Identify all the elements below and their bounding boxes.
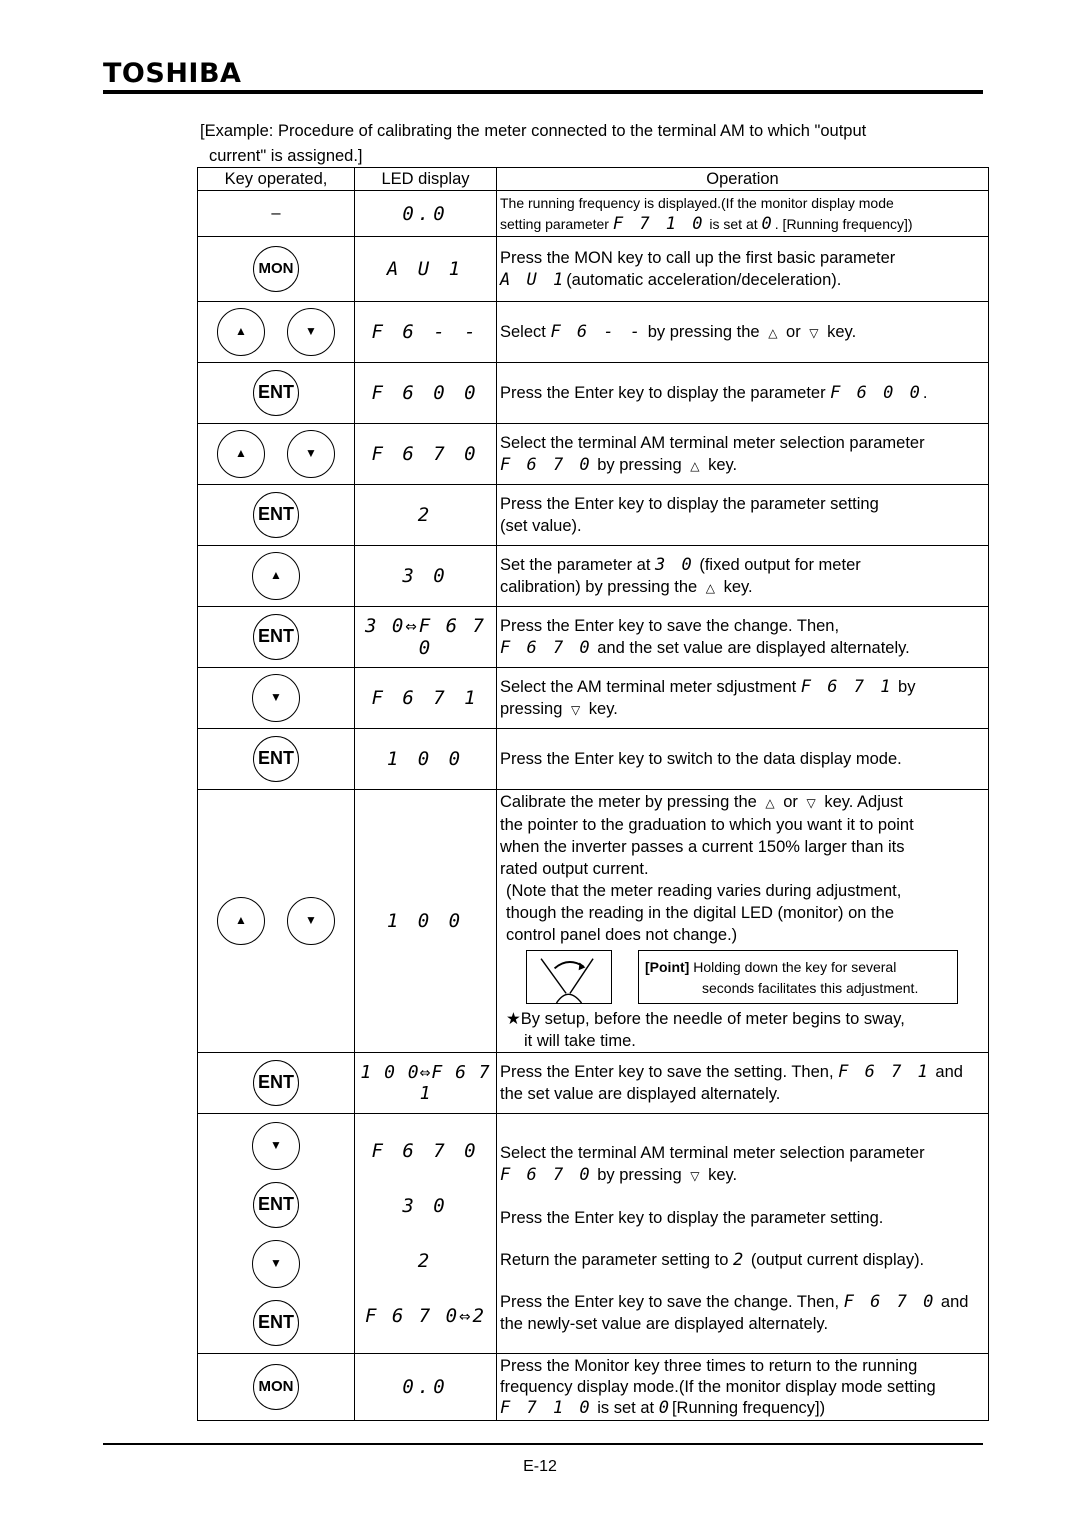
op-text: is set at xyxy=(709,215,758,232)
op-text: setting parameter xyxy=(500,215,609,232)
led-inline: F 6 7 0 xyxy=(843,1292,937,1312)
op-text: by pressing xyxy=(597,455,682,474)
operation-cell xyxy=(497,607,989,668)
led-cell xyxy=(355,546,497,607)
operation-cell xyxy=(497,485,989,546)
op-text: Press the MON key to call up the first basic parameter xyxy=(500,249,896,267)
procedure-table xyxy=(197,167,989,1421)
up-key-button[interactable]: ▲ xyxy=(217,897,265,945)
led-cell xyxy=(355,1354,497,1421)
op-text: frequency display mode.(If the monitor display mode setting xyxy=(500,1377,936,1396)
ent-key-button[interactable]: ENT xyxy=(253,736,299,782)
key-cell xyxy=(198,790,355,1053)
led-inline: F 6 0 0 xyxy=(830,383,923,403)
led-cell xyxy=(355,424,497,485)
page-number: E-12 xyxy=(523,1458,557,1475)
point-text: Holding down the key for several xyxy=(693,958,897,975)
op-text: when the inverter passes a current 150% larger than its xyxy=(500,837,905,856)
led-cell xyxy=(355,1053,497,1114)
key-cell xyxy=(198,546,355,607)
op-text: Press the Enter key to display the parameter setting. xyxy=(500,1209,884,1227)
op-text: rated output current. xyxy=(500,859,649,878)
led-display: 2 xyxy=(417,504,434,526)
down-key-button[interactable]: ▼ xyxy=(252,1122,300,1170)
point-label: [Point] xyxy=(645,958,690,975)
intro-line-1: [Example: Procedure of calibrating the meter connected to the terminal AM to which "output xyxy=(200,122,867,140)
op-text: by xyxy=(898,677,916,696)
key-cell xyxy=(198,302,355,363)
table-row xyxy=(198,1354,989,1421)
ent-key-button[interactable]: ENT xyxy=(253,1300,299,1346)
operation-cell xyxy=(497,1114,989,1354)
up-triangle-icon: △ xyxy=(690,458,700,473)
led-display: 1 0 0⇔F 6 7 1 xyxy=(360,1062,491,1104)
operation-cell xyxy=(497,1053,989,1114)
op-text: (automatic acceleration/deceleration). xyxy=(566,271,842,289)
toshiba-logo: TOSHIBA xyxy=(103,58,242,89)
op-text: key. xyxy=(588,699,618,718)
led-display: 3 0 xyxy=(402,565,449,587)
op-text: (output current display). xyxy=(750,1251,925,1269)
mon-key-button[interactable]: MON xyxy=(253,246,299,292)
table-row xyxy=(198,607,989,668)
up-triangle-icon: △ xyxy=(768,325,778,340)
op-text: Set the parameter at xyxy=(500,555,651,574)
led-display: 1 0 0 xyxy=(386,748,465,770)
down-key-button[interactable]: ▼ xyxy=(287,430,335,478)
op-text: by pressing the xyxy=(647,322,760,341)
led-cell xyxy=(355,790,497,1053)
led-inline: F 6 7 0 xyxy=(500,454,593,475)
table-row xyxy=(198,1053,989,1114)
operation-cell xyxy=(497,191,989,237)
table-row xyxy=(198,1114,989,1354)
op-text: Press the Enter key to switch to the data display mode. xyxy=(500,750,902,768)
op-text: and xyxy=(935,1063,963,1081)
op-text: key. xyxy=(708,455,738,474)
table-row xyxy=(198,485,989,546)
led-inline: 3 0 xyxy=(655,554,695,575)
key-cell xyxy=(198,191,355,237)
op-text: key. xyxy=(708,1166,738,1184)
led-display: 3 0 xyxy=(402,1195,449,1217)
led-cell xyxy=(355,729,497,790)
led-inline: F 6 7 0 xyxy=(500,1165,593,1185)
operation-cell xyxy=(497,729,989,790)
down-triangle-icon: ▽ xyxy=(806,795,816,810)
op-text: (set value). xyxy=(500,517,582,535)
led-inline: A U 1 xyxy=(500,270,567,290)
mon-key-button[interactable]: MON xyxy=(253,1364,299,1410)
operation-cell xyxy=(497,790,989,1053)
op-text: . xyxy=(922,384,928,402)
op-text: the set value are displayed alternately. xyxy=(500,1085,781,1103)
op-text: Select the terminal AM terminal meter selection parameter xyxy=(500,433,925,452)
op-text: [Running frequency]) xyxy=(671,1398,826,1417)
led-inline: 2 xyxy=(732,1250,747,1270)
up-key-button[interactable]: ▲ xyxy=(252,552,300,600)
ent-key-button[interactable]: ENT xyxy=(253,370,299,416)
op-text: control panel does not change.) xyxy=(506,925,738,944)
op-text: the newly-set value are displayed alternately. xyxy=(500,1315,829,1333)
no-key-dash: – xyxy=(271,204,281,222)
operation-cell xyxy=(497,668,989,729)
operation-cell xyxy=(497,237,989,302)
operation-cell xyxy=(497,302,989,363)
key-cell xyxy=(198,1053,355,1114)
led-display: 0.0 xyxy=(402,1376,449,1398)
led-display: 3 0⇔F 6 7 0 xyxy=(365,615,486,659)
operation-cell xyxy=(497,1354,989,1421)
op-text: pressing xyxy=(500,699,563,718)
op-text: calibration) by pressing the xyxy=(500,577,698,596)
key-cell xyxy=(198,1354,355,1421)
op-text: Select xyxy=(500,322,546,341)
operation-cell xyxy=(497,424,989,485)
op-text: Press the Enter key to save the change. Then, xyxy=(500,617,840,635)
down-key-button[interactable]: ▼ xyxy=(252,1240,300,1288)
led-inline: 0 xyxy=(761,213,775,234)
down-triangle-icon: ▽ xyxy=(570,702,581,717)
down-key-button[interactable]: ▼ xyxy=(287,897,335,945)
table-header-row xyxy=(198,168,989,191)
op-text: Select the terminal AM terminal meter selection parameter xyxy=(500,1144,925,1162)
op-text: Press the Enter key to display the parameter setting xyxy=(500,495,879,513)
op-text: key. Adjust xyxy=(824,792,903,811)
operation-cell xyxy=(497,546,989,607)
table-row xyxy=(198,237,989,302)
op-text: Return the parameter setting to xyxy=(500,1251,729,1269)
key-cell xyxy=(198,607,355,668)
led-display: F 6 7 0 xyxy=(371,443,480,465)
op-text: key. xyxy=(723,577,753,596)
led-display: F 6 0 0 xyxy=(371,382,480,404)
op-text: The running frequency is displayed.(If the monitor display mode xyxy=(500,194,894,211)
op-text: Calibrate the meter by pressing the xyxy=(500,792,757,811)
down-triangle-icon: ▽ xyxy=(690,1169,700,1183)
led-display: F 6 7 0⇔2 xyxy=(365,1305,486,1327)
header-led: LED display xyxy=(355,168,497,191)
key-cell xyxy=(198,237,355,302)
table-row xyxy=(198,424,989,485)
footer-rule xyxy=(103,1443,983,1445)
op-text: or xyxy=(786,322,801,341)
led-display: 2 xyxy=(417,1250,434,1272)
header-operation: Operation xyxy=(497,168,989,191)
header-key: Key operated, xyxy=(198,168,355,191)
led-cell xyxy=(355,1114,497,1354)
table-row xyxy=(198,729,989,790)
led-inline: F 6 7 1 xyxy=(838,1062,931,1082)
led-inline: F 6 - - xyxy=(550,321,644,342)
op-text: Press the Enter key to display the parameter xyxy=(500,384,826,402)
table-row xyxy=(198,302,989,363)
table-row xyxy=(198,191,989,237)
key-cell xyxy=(198,729,355,790)
ent-key-button[interactable]: ENT xyxy=(253,614,299,660)
key-cell xyxy=(198,485,355,546)
led-display: F 6 - - xyxy=(371,321,480,343)
table-row xyxy=(198,546,989,607)
op-text: (fixed output for meter xyxy=(699,555,861,574)
op-text: Press the Enter key to save the change. Then, xyxy=(500,1293,840,1311)
key-cell xyxy=(198,1114,355,1354)
setup-note: it will take time. xyxy=(524,1031,636,1050)
intro-text xyxy=(200,119,980,169)
led-inline: F 7 1 0 xyxy=(612,213,706,234)
operation-cell xyxy=(497,363,989,424)
led-inline: 0 xyxy=(658,1397,672,1418)
op-text: Press the Monitor key three times to return to the running xyxy=(500,1356,918,1375)
led-display: F 6 7 1 xyxy=(371,687,480,709)
point-box xyxy=(638,950,958,1004)
up-triangle-icon: △ xyxy=(765,795,775,810)
led-inline: F 6 7 1 xyxy=(800,676,894,697)
header-rule xyxy=(103,90,983,94)
table-row xyxy=(198,790,989,1053)
led-display: A U 1 xyxy=(386,258,465,280)
up-key-button[interactable]: ▲ xyxy=(217,308,265,356)
op-text: and the set value are displayed alternately. xyxy=(597,639,910,657)
key-cell xyxy=(198,424,355,485)
down-key-button[interactable]: ▼ xyxy=(252,674,300,722)
led-display: F 6 7 0 xyxy=(371,1140,480,1162)
key-cell xyxy=(198,363,355,424)
table-row xyxy=(198,668,989,729)
led-inline: F 7 1 0 xyxy=(500,1397,593,1418)
op-text: . [Running frequency]) xyxy=(774,215,913,232)
table-row xyxy=(198,363,989,424)
op-text: though the reading in the digital LED (monitor) on the xyxy=(506,903,894,922)
op-text: the pointer to the graduation to which you want it to point xyxy=(500,815,914,834)
down-triangle-icon: ▽ xyxy=(809,325,819,340)
led-cell xyxy=(355,485,497,546)
led-cell xyxy=(355,302,497,363)
op-text: Press the Enter key to save the setting. Then, xyxy=(500,1063,834,1081)
op-text: (Note that the meter reading varies during adjustment, xyxy=(506,881,902,900)
op-text: or xyxy=(783,792,798,811)
led-cell xyxy=(355,607,497,668)
op-text: Select the AM terminal meter sdjustment xyxy=(500,677,797,696)
ent-key-button[interactable]: ENT xyxy=(253,1060,299,1106)
point-text: seconds facilitates this adjustment. xyxy=(702,979,919,996)
ent-key-button[interactable]: ENT xyxy=(253,492,299,538)
down-key-button[interactable]: ▼ xyxy=(287,308,335,356)
led-cell xyxy=(355,191,497,237)
meter-needle-icon xyxy=(526,950,612,1004)
op-text: key. xyxy=(827,322,857,341)
led-inline: F 6 7 0 xyxy=(500,638,593,658)
op-text: is set at xyxy=(597,1398,655,1417)
setup-note: ★By setup, before the needle of meter begins to sway, xyxy=(506,1009,905,1028)
up-triangle-icon: △ xyxy=(705,580,716,595)
led-cell xyxy=(355,237,497,302)
up-key-button[interactable]: ▲ xyxy=(217,430,265,478)
key-cell xyxy=(198,668,355,729)
point-note xyxy=(526,950,988,1004)
led-cell xyxy=(355,668,497,729)
led-display: 0.0 xyxy=(402,202,449,225)
op-text: by pressing xyxy=(597,1166,682,1184)
op-text: and xyxy=(940,1293,969,1311)
led-cell xyxy=(355,363,497,424)
intro-line-2: current" is assigned.] xyxy=(209,147,363,165)
led-display: 1 0 0 xyxy=(386,910,465,932)
ent-key-button[interactable]: ENT xyxy=(253,1182,299,1228)
